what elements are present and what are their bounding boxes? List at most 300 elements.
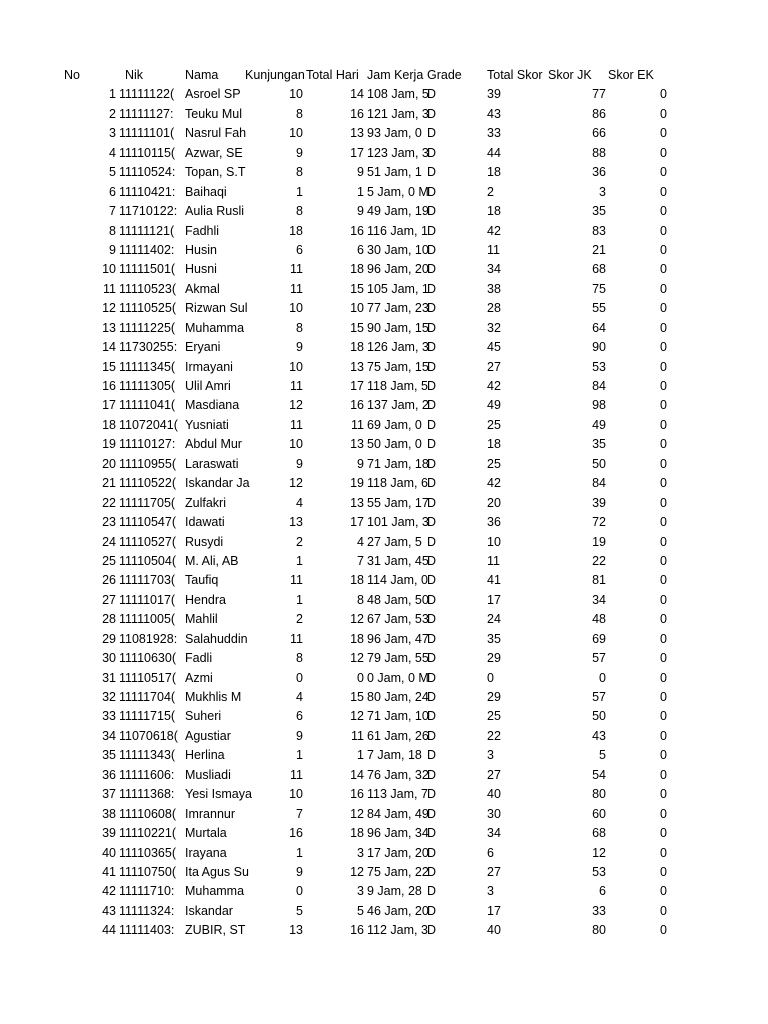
cell-total-skor: 18 [487,165,501,180]
cell-nama: Musliadi [185,767,231,782]
cell-skor-jk: 84 [592,379,606,393]
table-row [0,882,768,901]
cell-skor-jk: 43 [592,728,606,743]
cell-jam-kerja: 17 Jam, 20 [367,845,429,860]
cell-total-hari: 7 [357,553,364,568]
cell-jam-kerja: 69 Jam, 0 [367,417,422,432]
cell-kunjungan: 1 [296,184,303,199]
cell-grade: D [427,320,437,335]
cell-skor-ek: 0 [660,145,667,160]
cell-no: 39 [102,826,116,841]
table-row [0,494,768,513]
cell-no: 23 [102,515,116,530]
cell-total-hari: 18 [350,262,364,277]
cell-total-skor: 2 [487,184,494,199]
cell-skor-jk: 5 [599,748,606,763]
cell-skor-jk: 3 [599,184,606,199]
cell-skor-ek: 0 [660,456,667,471]
cell-nama: Salahuddin [185,631,248,646]
cell-nama: Topan, S.T [185,165,246,180]
cell-skor-jk: 22 [592,553,606,568]
cell-nik: 11110547( [119,515,176,530]
cell-skor-jk: 88 [592,145,606,160]
cell-total-skor: 29 [487,690,501,704]
cell-skor-ek: 0 [660,106,667,121]
cell-grade: D [427,437,437,452]
cell-total-skor: 29 [487,651,501,666]
table-body [0,85,768,940]
cell-nik: 11111005( [119,612,176,627]
cell-nik: 11111324: [119,903,175,918]
cell-nik: 11111101( [119,126,175,141]
cell-total-skor: 42 [487,223,501,238]
cell-skor-jk: 34 [592,592,606,607]
cell-kunjungan: 11 [290,262,303,277]
table-row [0,649,768,668]
cell-kunjungan: 9 [296,456,303,471]
cell-total-hari: 18 [350,631,364,646]
cell-total-skor: 35 [487,631,501,646]
cell-kunjungan: 11 [290,379,303,393]
cell-total-hari: 11 [351,417,364,432]
cell-kunjungan: 18 [289,223,303,238]
cell-nik: 11111305( [119,379,176,393]
table-row [0,124,768,143]
table-row [0,902,768,921]
cell-grade: D [427,184,437,199]
cell-kunjungan: 2 [296,612,303,627]
cell-grade: D [427,728,437,743]
cell-no: 6 [109,184,116,199]
cell-no: 44 [102,923,116,938]
table-row [0,688,768,707]
cell-skor-jk: 68 [592,826,606,841]
cell-jam-kerja: 105 Jam, 1 [367,281,429,296]
cell-jam-kerja: 51 Jam, 1 [367,165,422,180]
cell-nik: 11110955( [119,456,176,471]
cell-total-hari: 13 [350,359,364,374]
cell-total-hari: 6 [357,242,364,257]
cell-skor-jk: 53 [592,864,606,879]
cell-total-hari: 10 [350,301,364,316]
cell-total-skor: 40 [487,923,501,938]
cell-no: 43 [102,903,116,918]
cell-nik: 11111501( [119,262,176,277]
table-row [0,921,768,940]
cell-nik: 11110525( [119,301,176,316]
cell-skor-jk: 66 [592,126,606,141]
cell-nik: 11110221( [119,826,176,841]
cell-grade: D [427,748,437,763]
cell-kunjungan: 10 [289,301,303,316]
cell-grade: D [427,456,437,471]
cell-skor-ek: 0 [660,553,667,568]
spreadsheet [0,66,768,941]
cell-total-skor: 42 [487,476,501,491]
cell-skor-jk: 48 [592,612,606,627]
cell-total-hari: 14 [350,87,364,102]
cell-jam-kerja: 67 Jam, 53 [367,612,429,627]
cell-grade: D [427,592,437,607]
cell-no: 24 [102,534,116,549]
cell-no: 42 [102,884,116,899]
cell-no: 35 [102,748,116,763]
cell-nama: Nasrul Fah [185,126,247,141]
cell-jam-kerja: 79 Jam, 55 [367,651,429,666]
cell-total-skor: 3 [487,884,494,899]
cell-grade: D [427,612,437,627]
cell-jam-kerja: 75 Jam, 15 [367,359,429,374]
table-row [0,863,768,882]
cell-total-hari: 13 [350,495,364,510]
cell-total-hari: 16 [350,398,364,413]
cell-no: 28 [102,612,116,627]
cell-no: 2 [109,106,116,121]
cell-jam-kerja: 84 Jam, 49 [367,806,429,821]
table-row [0,377,768,396]
cell-skor-ek: 0 [660,845,667,860]
cell-jam-kerja: 116 Jam, 1 [367,223,428,238]
cell-skor-jk: 75 [592,281,606,296]
cell-nama: Agustiar [185,728,231,743]
cell-jam-kerja: 9 Jam, 28 [367,884,422,899]
cell-nama: Hendra [185,592,226,607]
cell-kunjungan: 9 [296,340,303,355]
cell-no: 4 [109,145,116,160]
cell-total-hari: 19 [350,476,364,491]
cell-grade: D [427,553,437,568]
cell-nama: Yusniati [185,417,229,432]
cell-jam-kerja: 113 Jam, 7 [367,787,428,802]
cell-grade: D [427,690,437,704]
cell-nama: Murtala [185,826,227,841]
cell-total-hari: 12 [350,709,364,724]
cell-grade: D [427,515,437,530]
cell-nama: Mukhlis M [185,690,242,704]
cell-no: 27 [102,592,116,607]
cell-nama: Husin [185,242,217,257]
cell-skor-ek: 0 [660,242,667,257]
cell-nik: 11072041( [119,417,178,432]
cell-jam-kerja: 31 Jam, 45 [367,553,429,568]
table-row [0,844,768,863]
cell-skor-ek: 0 [660,398,667,413]
cell-skor-jk: 98 [592,398,606,413]
cell-nik: 11110517( [119,670,176,685]
cell-no: 13 [102,320,116,335]
header-no: No [64,68,80,82]
cell-skor-ek: 0 [660,767,667,782]
cell-skor-ek: 0 [660,262,667,277]
cell-skor-ek: 0 [660,126,667,141]
cell-grade: D [427,826,437,841]
cell-nama: M. Ali, AB [185,553,239,568]
cell-nik: 11110523( [119,281,176,296]
cell-nik: 11111703( [119,573,176,588]
cell-total-hari: 15 [350,320,364,335]
cell-nama: ZUBIR, ST [185,923,246,938]
cell-kunjungan: 1 [296,845,303,860]
cell-nama: Laraswati [185,456,239,471]
cell-skor-jk: 60 [592,806,606,821]
table-row [0,105,768,124]
cell-skor-ek: 0 [660,437,667,452]
cell-total-hari: 12 [350,612,364,627]
cell-jam-kerja: 93 Jam, 0 [367,126,422,141]
cell-total-hari: 17 [350,145,364,160]
cell-skor-ek: 0 [660,631,667,646]
table-row [0,202,768,221]
cell-skor-ek: 0 [660,612,667,627]
cell-kunjungan: 11 [290,281,303,296]
cell-skor-jk: 84 [592,476,606,491]
cell-total-hari: 14 [350,767,364,782]
cell-skor-ek: 0 [660,592,667,607]
cell-skor-jk: 19 [592,534,606,549]
cell-no: 31 [102,670,116,685]
cell-total-hari: 12 [350,864,364,879]
cell-grade: D [427,126,437,141]
cell-nama: Husni [185,262,217,277]
cell-skor-jk: 90 [592,340,606,355]
table-row [0,416,768,435]
cell-kunjungan: 5 [296,903,303,918]
cell-no: 32 [102,690,116,704]
cell-total-skor: 27 [487,767,501,782]
cell-nama: Mahlil [185,612,218,627]
cell-nik: 11110750( [119,864,176,879]
cell-skor-ek: 0 [660,515,667,530]
cell-kunjungan: 10 [289,87,303,102]
cell-nik: 11110421: [119,184,176,199]
cell-skor-jk: 57 [592,651,606,666]
cell-total-hari: 9 [357,204,364,219]
cell-total-skor: 17 [487,592,501,607]
cell-nama: Abdul Mur [185,437,242,452]
cell-no: 20 [102,456,116,471]
cell-jam-kerja: 61 Jam, 26 [367,728,429,743]
cell-total-skor: 33 [487,126,501,141]
cell-skor-jk: 50 [592,456,606,471]
cell-no: 33 [102,709,116,724]
cell-skor-jk: 12 [592,845,606,860]
cell-no: 1 [109,87,116,102]
cell-grade: D [427,845,437,860]
cell-kunjungan: 12 [289,398,303,413]
cell-skor-ek: 0 [660,787,667,802]
cell-total-hari: 15 [350,690,364,704]
cell-grade: D [427,398,437,413]
table-row [0,571,768,590]
table-row [0,707,768,726]
cell-nama: Ita Agus Su [185,864,249,879]
cell-skor-ek: 0 [660,301,667,316]
cell-jam-kerja: 75 Jam, 22 [367,864,429,879]
cell-total-skor: 22 [487,728,501,743]
cell-nama: Fadhli [185,223,220,238]
cell-grade: D [427,145,437,160]
cell-nama: Muhamma [185,320,245,335]
cell-nama: Azmi [185,670,213,685]
cell-skor-jk: 64 [592,320,606,335]
cell-kunjungan: 8 [296,320,303,335]
cell-grade: D [427,223,437,238]
cell-skor-jk: 80 [592,787,606,802]
cell-total-hari: 16 [350,787,364,802]
cell-grade: D [427,204,437,219]
cell-nik: 11111715( [119,709,176,724]
cell-total-hari: 18 [350,340,364,355]
cell-skor-jk: 86 [592,106,606,121]
cell-skor-ek: 0 [660,709,667,724]
cell-jam-kerja: 96 Jam, 47 [367,631,429,646]
table-row [0,610,768,629]
cell-kunjungan: 4 [296,495,303,510]
cell-jam-kerja: 7 Jam, 18 [367,748,422,763]
cell-total-skor: 34 [487,262,501,277]
cell-skor-jk: 49 [592,417,606,432]
cell-jam-kerja: 80 Jam, 24 [367,690,429,704]
cell-nik: 11111402: [119,242,175,257]
cell-no: 22 [102,495,116,510]
cell-nik: 11710122: [119,204,178,219]
cell-kunjungan: 11 [290,767,303,782]
cell-nama: Fadli [185,651,213,666]
cell-jam-kerja: 50 Jam, 0 [367,437,422,452]
cell-kunjungan: 0 [296,884,303,899]
table-row [0,513,768,532]
cell-total-skor: 40 [487,787,501,802]
cell-jam-kerja: 126 Jam, 3 [367,340,429,355]
cell-skor-ek: 0 [660,923,667,938]
cell-grade: D [427,165,437,180]
cell-skor-ek: 0 [660,573,667,588]
cell-skor-jk: 35 [592,204,606,219]
cell-total-skor: 38 [487,281,501,296]
cell-nama: Baihaqi [185,184,227,199]
cell-total-skor: 44 [487,145,501,160]
cell-total-skor: 30 [487,806,501,821]
cell-jam-kerja: 71 Jam, 10 [367,709,429,724]
cell-nik: 11110504( [119,553,176,568]
cell-total-hari: 17 [350,515,364,530]
cell-skor-jk: 57 [592,690,606,704]
cell-total-hari: 5 [357,903,364,918]
cell-jam-kerja: 27 Jam, 5 [367,534,422,549]
cell-no: 41 [102,864,116,879]
cell-kunjungan: 1 [296,553,303,568]
cell-grade: D [427,242,437,257]
cell-total-hari: 9 [357,165,364,180]
cell-skor-ek: 0 [660,748,667,763]
cell-jam-kerja: 101 Jam, 3 [367,515,429,530]
cell-nama: Asroel SP [185,87,241,102]
cell-jam-kerja: 123 Jam, 3 [367,145,429,160]
cell-jam-kerja: 30 Jam, 10 [367,242,429,257]
cell-total-hari: 0 [357,670,364,685]
cell-jam-kerja: 46 Jam, 20 [367,903,429,918]
cell-nama: Yesi Ismaya [185,787,252,802]
cell-nik: 11111017( [119,592,176,607]
cell-nama: Iskandar Ja [185,476,250,491]
cell-kunjungan: 4 [296,690,303,704]
table-row [0,591,768,610]
cell-nama: Rusydi [185,534,224,549]
cell-total-skor: 43 [487,106,501,121]
cell-nik: 11110522( [119,476,176,491]
cell-kunjungan: 16 [289,826,303,841]
cell-skor-ek: 0 [660,165,667,180]
cell-total-skor: 45 [487,340,501,355]
cell-jam-kerja: 96 Jam, 20 [367,262,429,277]
cell-total-hari: 9 [357,456,364,471]
cell-nik: 11110524: [119,165,176,180]
cell-nik: 11111710: [119,884,175,899]
cell-kunjungan: 6 [296,242,303,257]
cell-no: 19 [102,437,116,452]
table-row [0,299,768,318]
table-row [0,805,768,824]
cell-skor-ek: 0 [660,903,667,918]
cell-no: 8 [109,223,116,238]
cell-kunjungan: 10 [289,787,303,802]
cell-kunjungan: 6 [296,709,303,724]
cell-grade: D [427,787,437,802]
cell-nama: Suheri [185,709,222,724]
cell-nik: 11111606: [119,767,175,782]
cell-skor-ek: 0 [660,340,667,355]
cell-skor-jk: 55 [592,301,606,316]
cell-total-skor: 11 [487,553,500,568]
cell-kunjungan: 8 [296,204,303,219]
cell-grade: D [427,495,437,510]
cell-jam-kerja: 137 Jam, 2 [367,398,429,413]
cell-total-hari: 1 [357,184,364,199]
cell-total-skor: 41 [487,573,501,588]
header-nik: Nik [125,68,144,82]
cell-total-skor: 11 [487,242,500,257]
cell-skor-jk: 83 [592,223,606,238]
table-row [0,669,768,688]
cell-total-hari: 16 [350,223,364,238]
header-row [0,66,768,85]
cell-jam-kerja: 118 Jam, 6 [367,476,428,491]
header-total-skor: Total Skor [487,68,543,82]
cell-no: 29 [102,631,116,646]
cell-nama: Teuku Mul [185,106,242,121]
cell-total-skor: 18 [487,204,501,219]
cell-jam-kerja: 90 Jam, 15 [367,320,429,335]
cell-nama: Azwar, SE [185,145,243,160]
cell-no: 38 [102,806,116,821]
table-row [0,552,768,571]
table-row [0,241,768,260]
header-total-hari: Total Hari [306,68,359,82]
cell-kunjungan: 9 [296,728,303,743]
cell-skor-jk: 77 [592,87,606,102]
cell-total-hari: 17 [350,379,364,393]
cell-skor-jk: 0 [599,670,606,685]
cell-total-hari: 12 [350,806,364,821]
cell-skor-jk: 33 [592,903,606,918]
cell-total-hari: 11 [351,728,364,743]
cell-grade: D [427,670,437,685]
cell-skor-jk: 6 [599,884,606,899]
cell-skor-ek: 0 [660,670,667,685]
cell-grade: D [427,631,437,646]
cell-nik: 11110115( [119,145,176,160]
cell-total-hari: 16 [350,923,364,938]
